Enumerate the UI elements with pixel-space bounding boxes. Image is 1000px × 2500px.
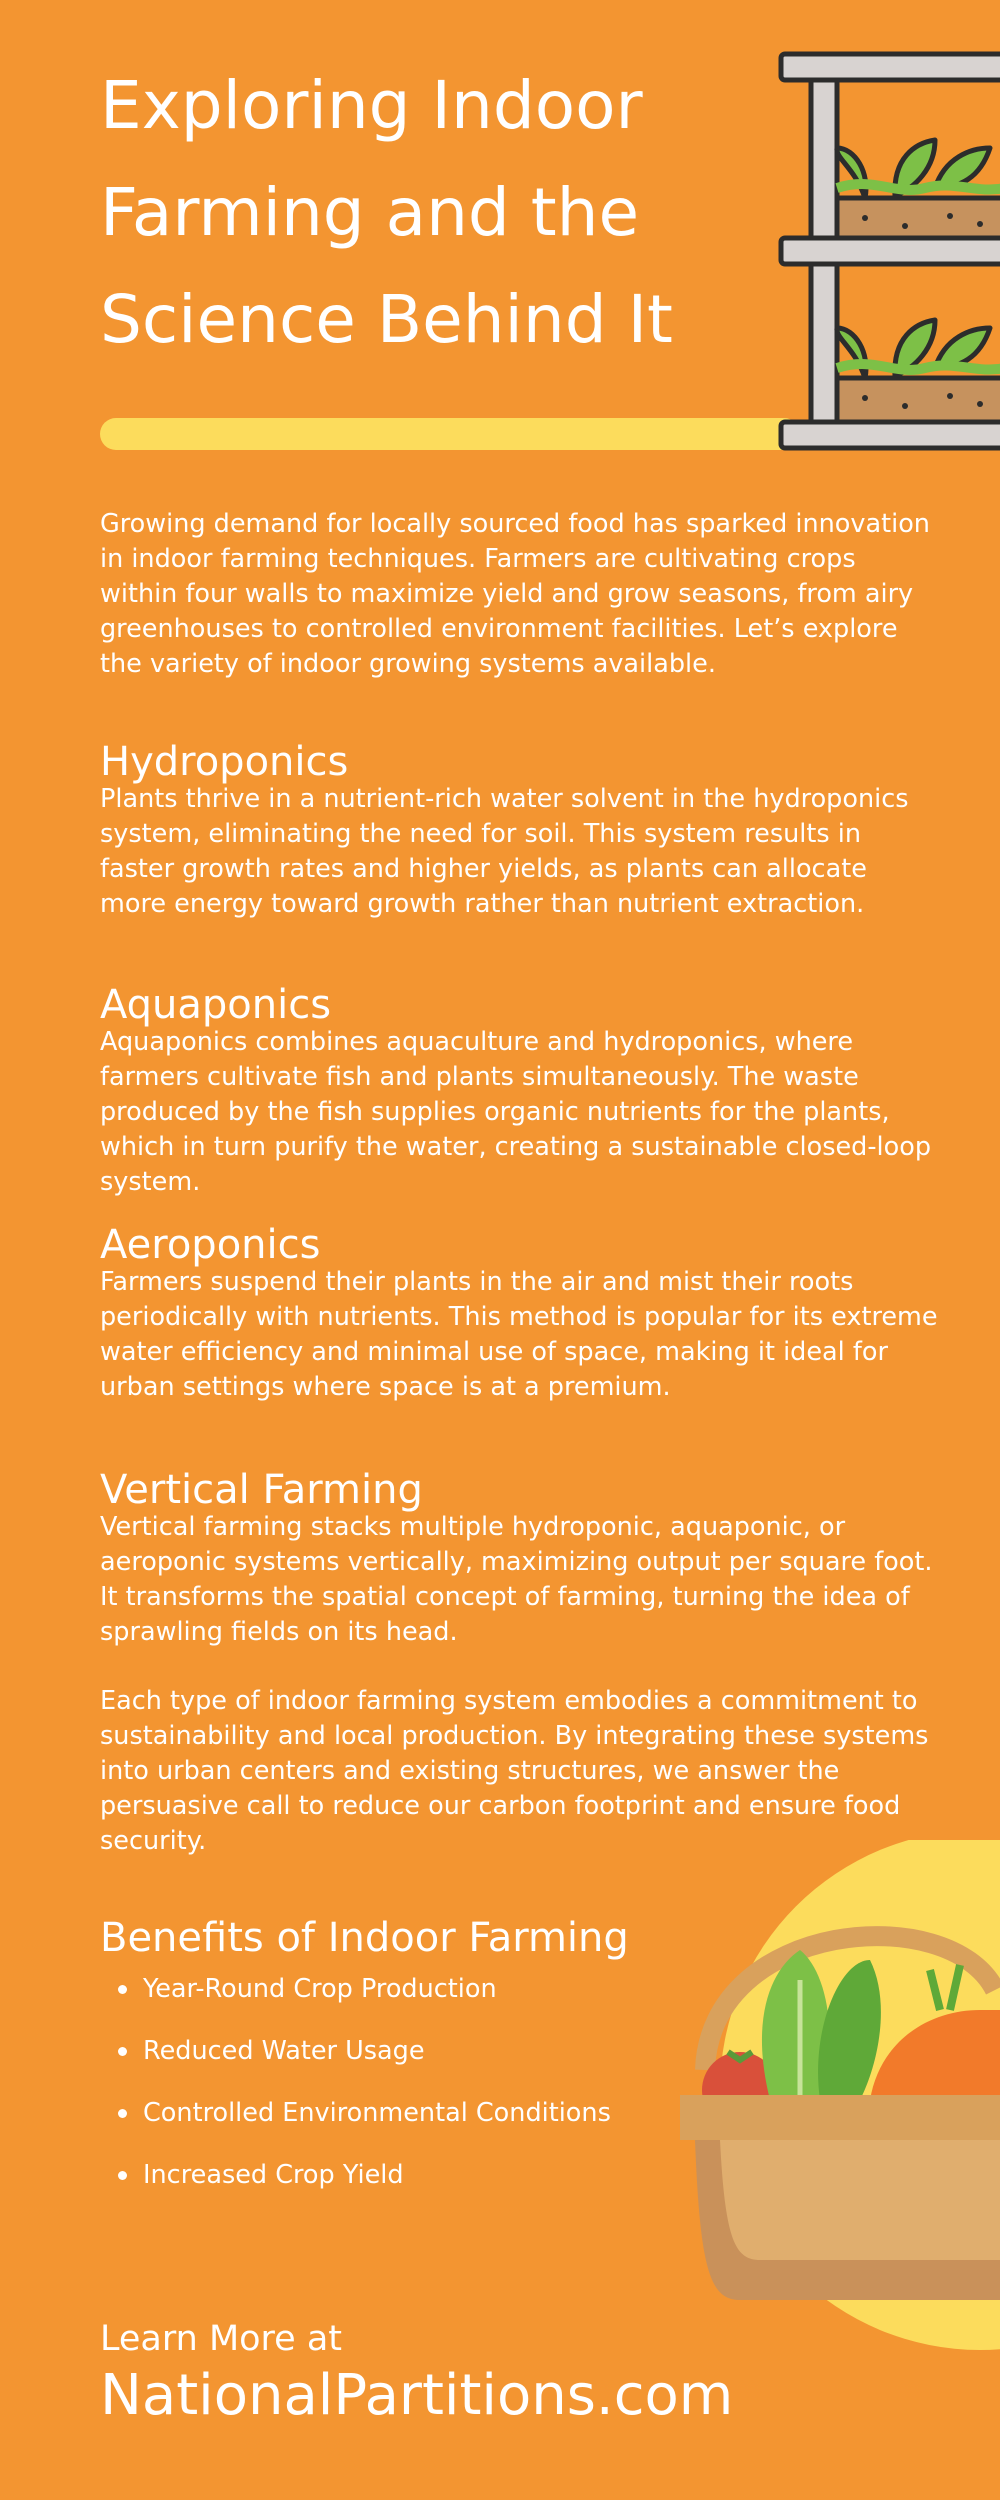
list-item: Year-Round Crop Production — [100, 1972, 611, 2034]
list-item: Reduced Water Usage — [100, 2034, 611, 2096]
benefits-title: Benefits of Indoor Farming — [100, 1915, 629, 1961]
section-body: Plants thrive in a nutrient-rich water solvent in the hydroponics system, eliminating the need for soil. This system results in faster growth rates and higher yields, as plants can allocate more energy toward growth rather than nutrient extraction. — [100, 784, 909, 919]
vegetable-basket-icon — [650, 1840, 1000, 2400]
section-body: Farmers suspend their plants in the air and mist their roots periodically with nutrients. This method is popular for its extreme water efficiency and minimal use of space, making it ideal for urban settings where space is at a premium. — [100, 1267, 938, 1402]
section-body: Vertical farming stacks multiple hydroponic, aquaponic, or aeroponic systems vertically, maximizing output per square foot. It transforms the spatial concept of farming, turning the idea of sprawling fields on its head. — [100, 1512, 933, 1647]
benefits-list — [100, 1972, 611, 2220]
shelf-planter-icon — [775, 48, 1000, 458]
website-link[interactable]: NationalPartitions.com — [100, 2363, 734, 2428]
section-heading: Aeroponics — [100, 1222, 321, 1268]
title-divider — [100, 418, 800, 450]
closing-paragraph: Each type of indoor farming system embodies a commitment to sustainability and local production. By integrating these systems into urban centers and existing structures, we answer the persuasive call to reduce our carbon footprint and ensure food security. — [100, 1686, 929, 1856]
section-heading: Aquaponics — [100, 982, 332, 1028]
page-title — [100, 52, 740, 373]
section-body: Aquaponics combines aquaculture and hydroponics, where farmers cultivate fish and plants simultaneously. The waste produced by the fish supplies organic nutrients for the plants, which in turn purify the water, creating a sustainable closed-loop system. — [100, 1027, 932, 1197]
section-heading: Hydroponics — [100, 739, 349, 785]
title-line: Farming and the — [100, 174, 640, 251]
intro-paragraph: Growing demand for locally sourced food has sparked innovation in indoor farming techniques. Farmers are cultivating crops within four walls to maximize yield and grow seasons, from airy greenhouses to controlled environment facilities. Let’s explore the variety of indoor growing systems available. — [100, 509, 930, 679]
title-line: Exploring Indoor — [100, 67, 643, 144]
list-item: Increased Crop Yield — [100, 2158, 611, 2220]
section-heading: Vertical Farming — [100, 1467, 423, 1513]
list-item: Controlled Environmental Conditions — [100, 2096, 611, 2158]
title-line: Science Behind It — [100, 281, 673, 358]
learn-more-text: Learn More at — [100, 2319, 343, 2359]
